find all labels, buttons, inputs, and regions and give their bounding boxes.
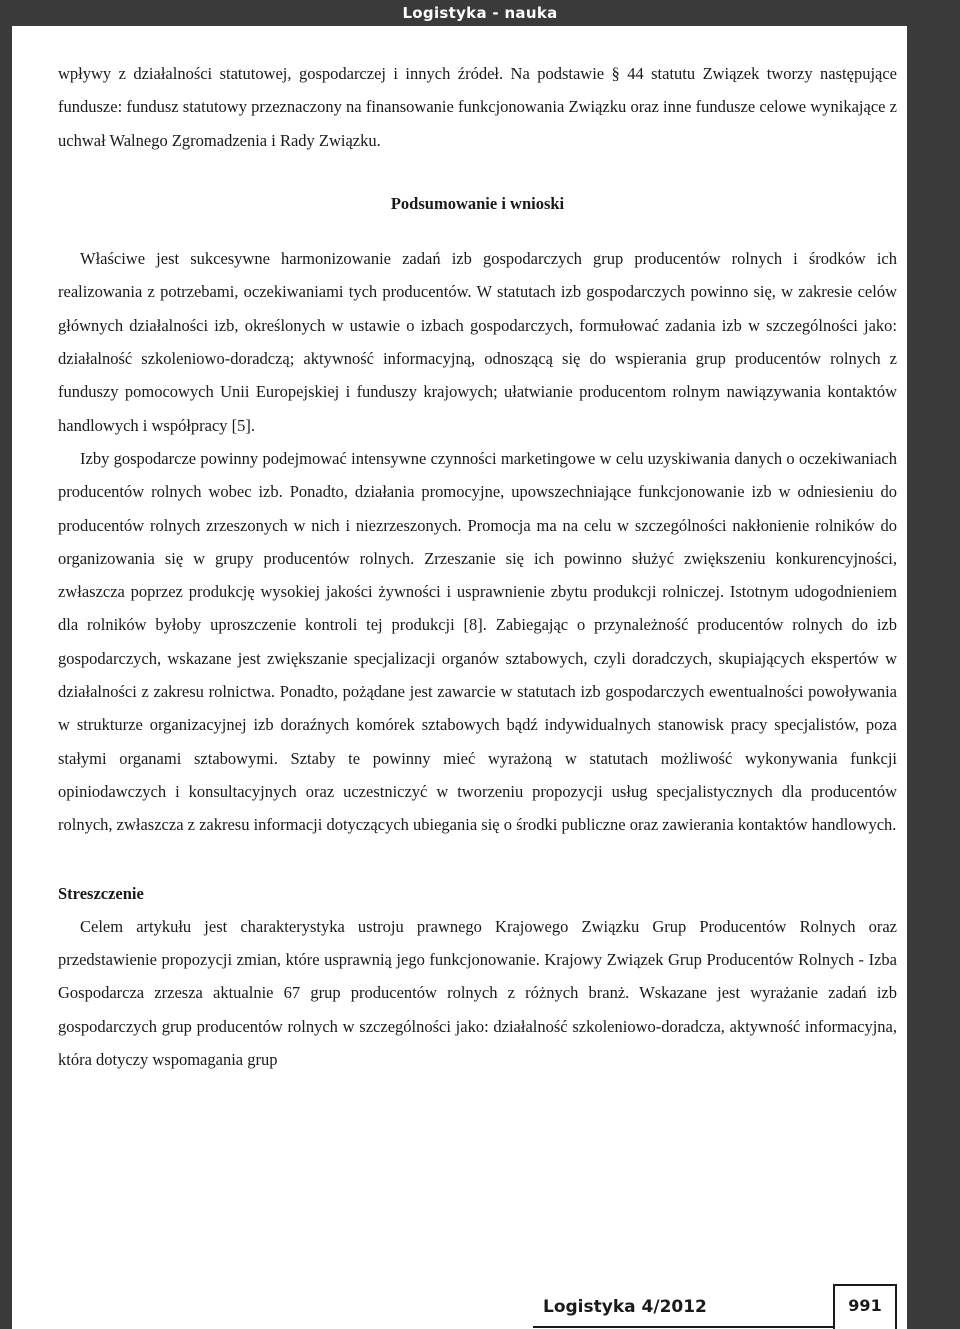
paragraph-harmonization: Właściwe jest sukcesywne harmonizowanie zadań izb gospodarczych grup producentów rolnych i środków ich realizowania z potrzebami, oczekiwaniami tych producentów. W statutach izb gospodarczych powinno się, w zakresie celów głównych działalności izb, określonych w ustawie o izbach gospodarczych, formułować zadania izb w szczególności jako: działalność szkoleniowo-doradczą; aktywność informacyjną, odnoszącą się do wspierania grup producentów rolnych z funduszy pomocowych Unii Europejskiej i funduszy krajowych; ułatwianie producentom rolnym nawiązywania kontaktów handlowych i współpracy [5]. bbox=[58, 249, 897, 435]
section-heading-summary: Streszczenie bbox=[58, 883, 144, 903]
paragraph-marketing: Izby gospodarcze powinny podejmować intensywne czynności marketingowe w celu uzyskiwania danych o oczekiwaniach producentów rolnych wobec izb. Ponadto, działania promocyjne, upowszechniające funkcjonowanie izb w odniesieniu do producentów rolnych zrzeszonych w nich i niezrzeszonych. Promocja ma na celu w szczególności nakłonienie rolników do organizowania się w grupy producentów rolnych. Zrzeszanie się ich powinno służyć zwiększeniu konkurencyjności, zwłaszcza poprzez produkcję wysokiej jakości żywności i usprawnienie zbytu produkcji rolniczej. Istotnym udogodnieniem dla rolników byłoby uproszczenie kontroli tej produkcji [8]. Zabiegając o przynależność producentów rolnych do izb gospodarczych, wskazane jest zwiększanie specjalizacji organów sztabowych, czyli doradczych, skupiających ekspertów w działalności z zakresu rolnictwa. Ponadto, pożądane jest zawarcie w statutach izb gospodarczych ewentualności powoływania w strukturze organizacyjnej izb doraźnych komórek sztabowych bądź indywidualnych stanowisk pracy specjalistów, poza stałymi organami sztabowymi. Sztaby te powinny mieć wyrażoną w statutach możliwość wykonywania funkcji opiniodawczych i konsultacyjnych oraz uczestniczyć w tworzeniu propozycji usług specjalistycznych dla producentów rolnych, zwłaszcza z zakresu informacji dotyczących ubiegania się o środki publiczne oraz zawierania kontaktów handlowych. bbox=[58, 448, 897, 835]
page-number: 991 bbox=[833, 1284, 897, 1329]
left-border bbox=[0, 26, 12, 1329]
footer-journal-label: Logistyka 4/2012 bbox=[543, 1297, 707, 1317]
running-header-title: Logistyka - nauka bbox=[402, 4, 558, 22]
paragraph-funds: wpływy z działalności statutowej, gospodarczej i innych źródeł. Na podstawie § 44 statutu Związek tworzy następujące fundusze: fundusz statutowy przeznaczony na finansowanie funkcjonowania Związku oraz inne fundusze celowe wynikające z uchwał Walnego Zgromadzenia i Rady Związku. bbox=[58, 64, 897, 150]
section-heading-conclusions: Podsumowanie i wnioski bbox=[390, 193, 565, 213]
right-border bbox=[907, 26, 960, 1329]
article-body bbox=[58, 57, 897, 1076]
paragraph-abstract: Celem artykułu jest charakterystyka ustroju prawnego Krajowego Związku Grup Producentów Rolnych oraz przedstawienie propozycji zmian, które usprawnią jego funkcjonowanie. Krajowy Związek Grup Producentów Rolnych - Izba Gospodarcza zrzesza aktualnie 67 grup producentów rolnych z różnych branż. Wskazane jest wyrażanie zadań izb gospodarczych grup producentów rolnych w szczególności jako: działalność szkoleniowo-doradcza, aktywność informacyjna, która dotyczy wspomagania grup bbox=[58, 916, 897, 1070]
